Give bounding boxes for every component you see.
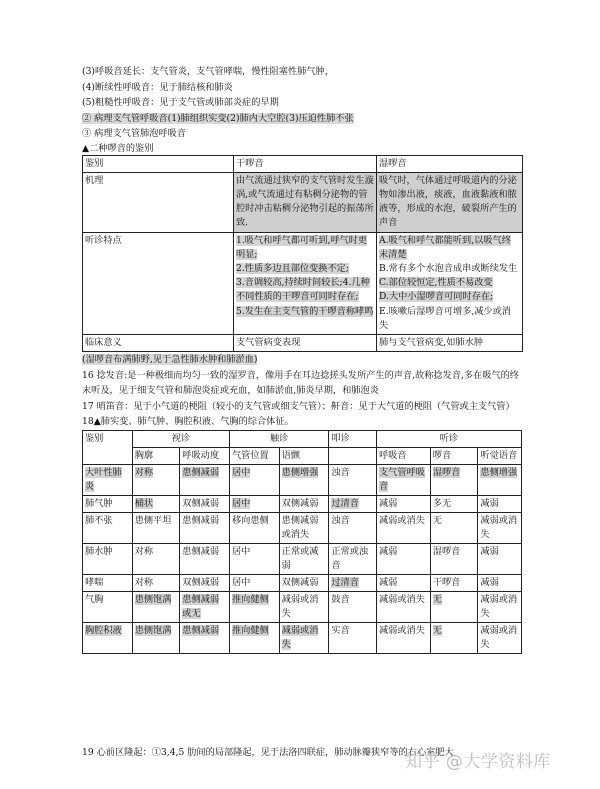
sign-cell bbox=[229, 464, 279, 495]
sign-cell bbox=[279, 464, 329, 495]
sign-cell: 减弱或消失 bbox=[478, 591, 522, 622]
sign-cell: 对称 bbox=[132, 543, 180, 574]
rale-row-significance bbox=[83, 334, 523, 351]
sign-cell: 减弱 bbox=[478, 543, 522, 574]
sign-row-label: 气胸 bbox=[83, 591, 133, 622]
sign-cell bbox=[132, 622, 180, 653]
sign-cell bbox=[132, 495, 180, 512]
sign-cell: 患侧平坦 bbox=[132, 512, 180, 543]
sign-cell: 居中 bbox=[229, 574, 279, 591]
sign-table-group-row bbox=[83, 430, 522, 447]
item-2 bbox=[82, 111, 522, 127]
sign-cell bbox=[329, 495, 377, 512]
sign-cell-highlight: 推向健侧 bbox=[231, 593, 269, 605]
sign-cell bbox=[229, 591, 279, 622]
sign-cell: 移向患侧 bbox=[229, 512, 279, 543]
sign-cell: 减弱 bbox=[478, 574, 522, 591]
sign-cell-highlight: 患侧减弱或无 bbox=[182, 593, 220, 619]
sign-cell: 减弱或消失 bbox=[376, 622, 430, 653]
sign-cell-highlight: 居中 bbox=[231, 497, 251, 509]
sign-cell: 减弱或消失 bbox=[478, 622, 522, 653]
sign-cell-highlight: 过清音 bbox=[331, 497, 359, 509]
paragraph-17: 17 哨笛音：见于小气道的梗阻（较小的支气管或细支气管）；鼾音：见于大气道的梗阻（气管或主支气管） bbox=[82, 400, 515, 412]
sign-cell bbox=[329, 574, 377, 591]
sign-cell-highlight: 患侧饱满 bbox=[134, 624, 172, 636]
sign-table-body bbox=[83, 464, 522, 653]
sign-cell bbox=[132, 464, 180, 495]
sign-row-label bbox=[83, 464, 133, 495]
rale-table-header bbox=[83, 155, 523, 172]
rale-dry-feature: 3.音调较高,持续时间较长;4.几种不同性质的干啰音可同时存在; bbox=[236, 277, 370, 303]
sign-cell: 双侧减弱 bbox=[279, 574, 329, 591]
table-row bbox=[83, 622, 522, 653]
sign-table bbox=[82, 430, 522, 654]
sign-cell: 减弱 bbox=[376, 543, 430, 574]
rale-wet-feature: C.部位较恒定,性质不易改变 bbox=[379, 277, 493, 289]
sign-cell-highlight: 支气管呼吸音 bbox=[378, 466, 425, 492]
rale-table bbox=[82, 155, 523, 353]
rale-dry-feature: 1.吸气和呼气都可听到,呼气时更明显; bbox=[236, 234, 368, 260]
sign-cell: 减弱 bbox=[376, 495, 430, 512]
sign-row-label: 肺水肿 bbox=[83, 543, 133, 574]
intro-line-3: (5)粗糙性呼吸音：见于支气管或肺部炎症的早期 bbox=[82, 97, 279, 108]
sign-cell: 鼓音 bbox=[329, 591, 377, 622]
rale-header-dry: 干啰音 bbox=[234, 155, 377, 172]
sign-cell-highlight: 推向健侧 bbox=[231, 624, 269, 636]
sign-subhead: 啰音 bbox=[430, 447, 478, 464]
rale-wet-feature: A.吸气和呼气都能听到,以吸气终末清楚 bbox=[379, 234, 511, 260]
sign-cell-highlight: 患侧减弱 bbox=[182, 466, 220, 478]
sign-cell-highlight: 无 bbox=[432, 593, 442, 605]
sign-cell bbox=[180, 464, 230, 495]
sign-cell: 减弱或消失 bbox=[478, 512, 522, 543]
sign-cell-highlight: 减弱或消失 bbox=[281, 624, 319, 650]
sign-cell-highlight: 患侧减弱 bbox=[182, 624, 220, 636]
sign-cell: 双侧减弱 bbox=[180, 495, 230, 512]
sign-cell bbox=[229, 622, 279, 653]
sign-cell-highlight: 患侧增强 bbox=[480, 466, 518, 478]
item-3: ③ 病理支气管肺泡呼吸音 bbox=[82, 128, 186, 139]
sign-cell bbox=[279, 622, 329, 653]
rale-row-label: 临床意义 bbox=[83, 334, 234, 351]
sign-cell: 无 bbox=[430, 512, 478, 543]
table-row bbox=[83, 495, 522, 512]
sign-cell-highlight: 患侧增强 bbox=[281, 466, 319, 478]
sign-cell-highlight: 胸腔积液 bbox=[85, 624, 122, 636]
sign-subhead: 呼吸音 bbox=[376, 447, 430, 464]
sign-cell: 减弱或消失 bbox=[376, 591, 430, 622]
sign-cell: 减弱或消失 bbox=[376, 512, 430, 543]
sign-cell bbox=[430, 464, 478, 495]
sign-group-label: 鉴别 bbox=[83, 430, 133, 464]
watermark: 知乎 @大学资料库 bbox=[405, 752, 551, 772]
sign-cell-highlight: 大叶性肺炎 bbox=[85, 466, 122, 492]
item-2-text: ② 病理支气管呼吸音(1)肺组织实变(2)肺内大空腔(3)压迫性肺不张 bbox=[82, 112, 354, 124]
sign-group-percussion: 叩诊 bbox=[329, 430, 377, 447]
table-row bbox=[83, 591, 522, 622]
sign-cell bbox=[180, 622, 230, 653]
sign-cell bbox=[430, 622, 478, 653]
sign-subhead: 呼吸动度 bbox=[180, 447, 230, 464]
sign-cell: 浊音 bbox=[329, 464, 377, 495]
sign-subhead-empty bbox=[329, 447, 377, 464]
intro-line-1: (3)呼吸音延长：支气管炎，支气管哮喘，慢性阻塞性肺气肿， bbox=[82, 66, 334, 77]
table-row bbox=[83, 543, 522, 574]
rale-row-features bbox=[83, 232, 523, 334]
sign-subhead: 气管位置 bbox=[229, 447, 279, 464]
sign-cell: 湿啰音 bbox=[430, 543, 478, 574]
sign-cell: 浊音 bbox=[329, 512, 377, 543]
sign-subhead: 胸廓 bbox=[132, 447, 180, 464]
rale-dry-mechanism: 由气流通过狭窄的支气管时发生漩涡,或气流通过有粘稠分泌物的管腔时冲击粘稠分泌物引起的振荡所致. bbox=[234, 172, 377, 232]
sign-cell: 患侧减弱或消失 bbox=[279, 512, 329, 543]
rale-wet-feature: B.常有多个水泡音成串或断续发生 bbox=[379, 262, 518, 274]
rale-row-label: 听诊特点 bbox=[83, 232, 234, 334]
sign-cell-highlight: 无 bbox=[432, 624, 442, 636]
sign-subhead: 听觉语音 bbox=[478, 447, 522, 464]
sign-group-auscultation: 听诊 bbox=[376, 430, 521, 447]
sign-cell: 对称 bbox=[132, 574, 180, 591]
sign-group-inspection: 视诊 bbox=[132, 430, 229, 447]
table-row bbox=[83, 574, 522, 591]
bottom-line: 19 心前区隆起：①3,4,5 肋间的局部隆起，见于法洛四联症，肺动脉瓣狭窄等的右心室肥大 bbox=[82, 747, 454, 758]
rale-wet-feature: E.咳嗽后湿啰音可增多,减少或消失 bbox=[379, 305, 511, 331]
sign-row-label: 肺气肿 bbox=[83, 495, 133, 512]
sign-cell bbox=[180, 591, 230, 622]
rale-row-mechanism bbox=[83, 172, 523, 232]
rale-dry-features bbox=[234, 232, 377, 334]
rale-wet-feature: D.大中小湿啰音可同时存在; bbox=[379, 291, 494, 303]
rale-dry-feature: 2.性质多边且部位变换不定; bbox=[236, 262, 349, 274]
sign-cell-highlight: 桶状 bbox=[134, 497, 154, 509]
table-row bbox=[83, 512, 522, 543]
rale-heading: ▲二种啰音的鉴别 bbox=[82, 142, 154, 154]
rale-dry-feature: 5.发生在主支气管的干啰音称哮鸣 bbox=[236, 305, 374, 317]
rale-header-label: 鉴别 bbox=[83, 155, 234, 172]
sign-cell: 患侧减弱 bbox=[180, 543, 230, 574]
sign-table-subhead-row bbox=[83, 447, 522, 464]
sign-cell-highlight: 患侧饱满 bbox=[134, 593, 172, 605]
sign-cell: 居中 bbox=[229, 543, 279, 574]
sign-row-label: 哮喘 bbox=[83, 574, 133, 591]
rale-header-wet: 湿啰音 bbox=[377, 155, 523, 172]
sign-cell-highlight: 居中 bbox=[231, 466, 251, 478]
sign-subhead: 语颤 bbox=[279, 447, 329, 464]
sign-cell: 减弱或消失 bbox=[279, 591, 329, 622]
paragraph-16: 16 捻发音:是一种极细而均匀一致的湿罗音，像用手在耳边捻搓头发所产生的声音,故称捻发音,多在吸气的终末听及，见于细支气管和肺泡炎症或充血，如肺淤血,肺炎早期，和肺泡炎 bbox=[82, 369, 519, 397]
notes-sheet bbox=[82, 64, 522, 654]
sign-cell: 双侧减弱 bbox=[180, 574, 230, 591]
sign-cell: 双侧减弱 bbox=[279, 495, 329, 512]
sign-cell bbox=[430, 591, 478, 622]
sign-cell bbox=[132, 591, 180, 622]
table-row bbox=[83, 464, 522, 495]
sign-row-label: 肺不张 bbox=[83, 512, 133, 543]
rale-wet-features bbox=[377, 232, 523, 334]
sign-cell: 减弱 bbox=[376, 574, 430, 591]
sign-group-palpation: 触诊 bbox=[229, 430, 328, 447]
sign-cell: 实音 bbox=[329, 622, 377, 653]
rale-row-label: 机理 bbox=[83, 172, 234, 232]
rale-wet-significance: 肺与支气管病变,如肺水肿 bbox=[377, 334, 523, 351]
sign-cell bbox=[478, 464, 522, 495]
rale-dry-significance: 支气管病变表现 bbox=[234, 334, 377, 351]
sign-cell bbox=[376, 464, 430, 495]
sign-cell: 正常或浊音 bbox=[329, 543, 377, 574]
sign-cell: 减弱 bbox=[478, 495, 522, 512]
rale-wet-mechanism: 吸气时，气体通过呼吸道内的分泌物如渗出液，痰液，血液黏液和脓液等，形成的水泡，破裂所产生的声音 bbox=[377, 172, 523, 232]
sign-row-label bbox=[83, 622, 133, 653]
sign-cell: 多无 bbox=[430, 495, 478, 512]
intro-line-2: (4)断续性呼吸音：见于肺结核和肺炎 bbox=[82, 81, 233, 93]
sign-cell-highlight: 过清音 bbox=[331, 576, 359, 588]
note-line bbox=[82, 352, 522, 368]
sign-cell-highlight: 湿啰音 bbox=[432, 466, 461, 478]
sign-cell-highlight: 对称 bbox=[134, 466, 154, 478]
heading-18: 18▲肺实变、肺气肿、胸腔积液、气胸的综合体征。 bbox=[82, 416, 294, 428]
sign-cell: 正常或减弱 bbox=[279, 543, 329, 574]
sign-cell: 干啰音 bbox=[430, 574, 478, 591]
sign-cell: 患侧减弱 bbox=[180, 512, 230, 543]
note-text: (湿啰音布满肺野,见于急性肺水肿和肺淤血) bbox=[82, 354, 258, 366]
sign-cell bbox=[229, 495, 279, 512]
